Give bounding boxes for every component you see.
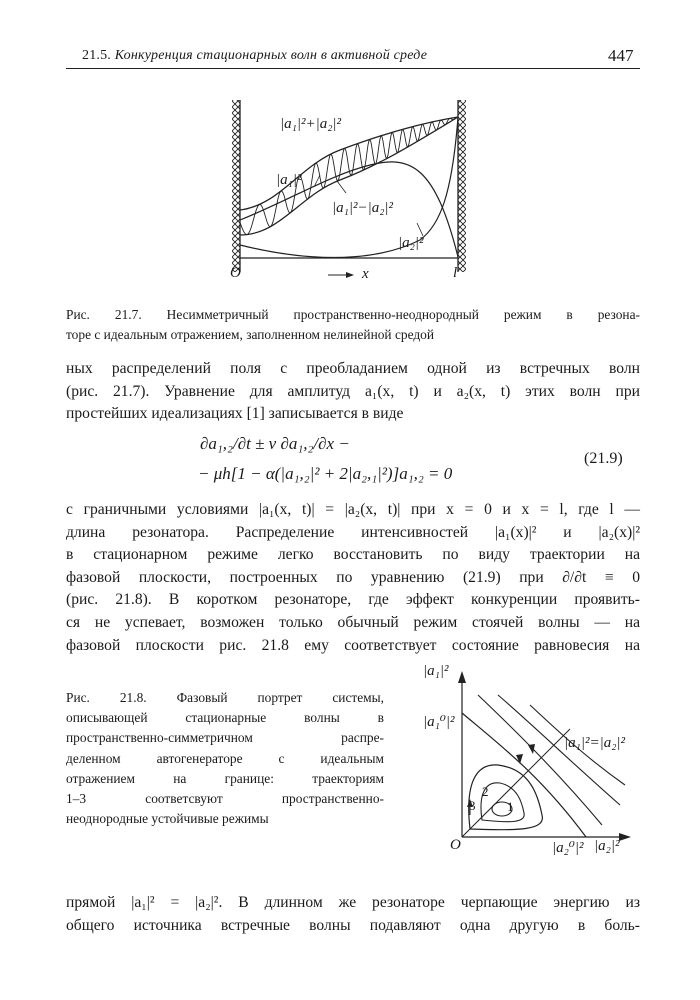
paragraph-3 (66, 892, 640, 937)
text-line: ся не успевает, возможен только обычный режим стоячей волны — на (66, 613, 640, 631)
text-line: общего источника встречные волны подавляют одна другую в боль- (66, 916, 640, 934)
caption-line: 1–3 соответсвуют пространственно- (66, 791, 384, 807)
label-trajectory-1: 1 (507, 799, 514, 814)
caption-line: торе с идеальным отражением, заполненном нелинейной средой (66, 327, 435, 342)
diff-leader-line (337, 181, 346, 193)
paragraph-2 (66, 499, 640, 657)
equation-number: (21.9) (584, 450, 623, 467)
running-header (82, 48, 427, 64)
label-x0: |a₂⁰|² (552, 840, 584, 856)
figure-21-8-caption (66, 688, 384, 829)
label-trajectory-3: 3 (469, 798, 476, 813)
text-line: фазовой плоскости, построенных по уравнению (21.9) при ∂/∂t ≡ 0 (66, 568, 640, 586)
label-trajectory-2: 2 (482, 784, 489, 799)
trajectory-arrow (528, 744, 535, 754)
section-number: 21.5. (82, 48, 111, 63)
caption-line: Рис. 21.8. Фазовый портрет системы, (66, 690, 384, 705)
label-y0: |a₁⁰|² (423, 714, 455, 730)
closed-orbit-3 (469, 765, 543, 830)
text-line: прямой |a₁|² = |a₂|². В длинном же резонаторе черпающие энергию из (66, 894, 640, 911)
caption-line: описывающей стационарные волны в (66, 710, 384, 726)
caption-line: пространственно-симметричном распре- (66, 730, 384, 746)
label-y-axis: |a₁|² (423, 663, 449, 679)
trajectory-arrow (516, 754, 523, 764)
figure-21-7-caption (66, 305, 640, 345)
caption-line: деленном автогенераторе с идеальным (66, 750, 384, 766)
label-diagonal: |a₁|²=|a₂|² (564, 735, 626, 751)
text-line: фазовой плоскости рис. 21.8 ему соответствует состояние равновесия на (66, 636, 640, 654)
text-line: (рис. 21.7). Уравнение для амплитуд a₁(x, t) и a₂(x, t) этих волн при (66, 382, 640, 400)
section-title: Конкуренция стационарных волн в активной среде (114, 48, 428, 63)
right-mirror (458, 100, 466, 272)
equation-line-2: − μh[1 − α(|a₁,₂|² + 2|a₂,₁|²)]a₁,₂ = 0 (198, 464, 453, 483)
text-line: с граничными условиями |a₁(x, t)| = |a₂(x, t)| при x = 0 и x = l, где l — (66, 501, 640, 518)
label-x-axis: x (362, 266, 369, 282)
figure-21-7 (220, 95, 480, 285)
label-l: l (453, 265, 458, 281)
label-diff: |a₁|²−|a₂|² (332, 200, 394, 216)
label-a1: |a₁|² (276, 172, 302, 188)
label-origin: O (230, 265, 241, 281)
caption-line: неоднородные устойчивые режимы (66, 811, 269, 827)
lower-envelope-curve (240, 117, 458, 235)
label-x-axis-2: |a₂|² (594, 838, 620, 854)
x-axis-arrow (619, 833, 631, 841)
text-line: ных распределений поля с преобладанием одной из встречных волн (66, 360, 640, 377)
equation-line-1: ∂a₁,₂/∂t ± v ∂a₁,₂/∂x − (200, 434, 350, 453)
caption-line: Рис. 21.7. Несимметричный пространственно-неоднородный режим в резона- (66, 307, 640, 322)
text-line: длина резонатора. Распределение интенсивностей |a₁(x)|² и |a₂(x)|² (66, 523, 640, 541)
label-origin-2: O (450, 837, 461, 853)
text-line: (рис. 21.8). В коротком резонаторе, где эффект конкуренции проявить- (66, 591, 640, 609)
label-a2: |a₂|² (398, 235, 424, 251)
label-sum: |a₁|²+|a₂|² (280, 116, 342, 132)
text-line: простейших идеализациях [1] записывается в виде (66, 405, 404, 423)
caption-line: отражением на границе: траекториям (66, 770, 384, 786)
left-mirror (232, 100, 240, 272)
text-line: в стационарном режиме легко восстановить по виду траектории на (66, 546, 640, 564)
a2-intensity-curve (240, 117, 458, 258)
x-arrow-head (346, 272, 354, 278)
y-axis-arrow (458, 671, 466, 683)
paragraph-1 (66, 358, 640, 426)
page-number: 447 (608, 46, 634, 65)
